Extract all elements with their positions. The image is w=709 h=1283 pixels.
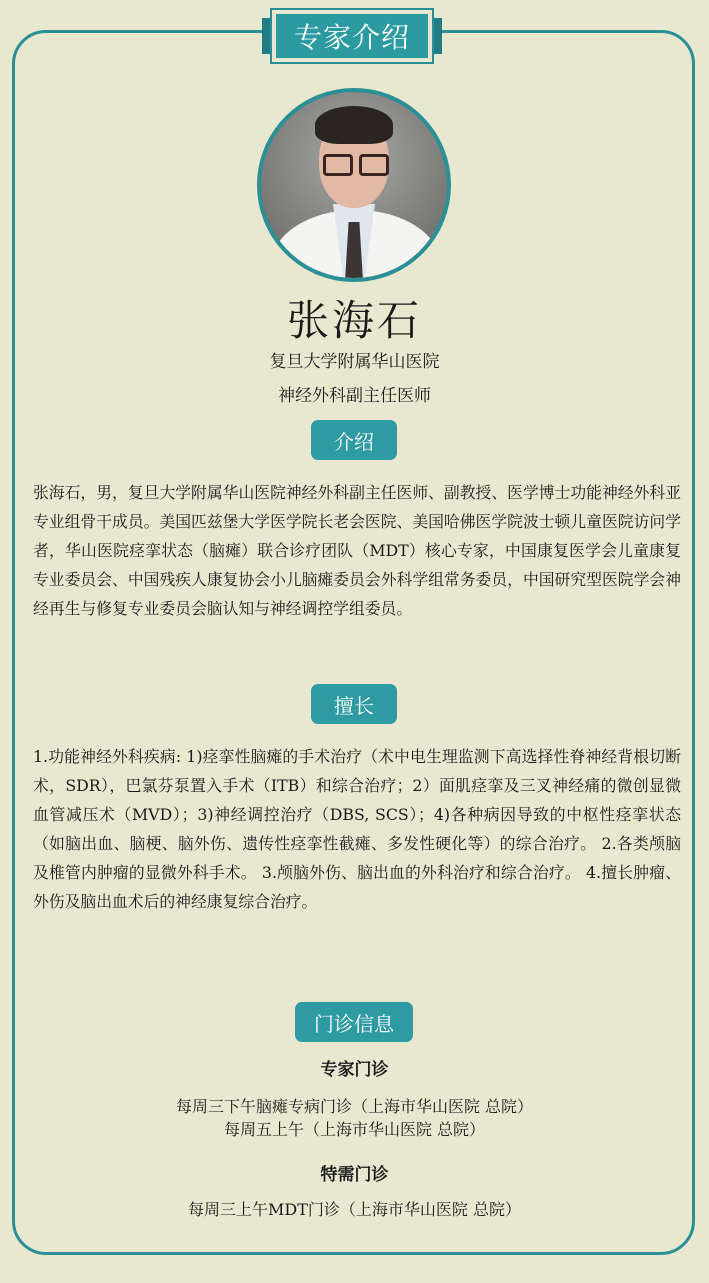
doctor-avatar xyxy=(257,88,451,282)
header-title: 专家介绍 xyxy=(276,14,428,58)
doctor-name: 张海石 xyxy=(286,296,422,345)
intro-text: 张海石，男，复旦大学附属华山医院神经外科副主任医师、副教授、医学博士功能神经外科亚专业组骨干成员。美国匹兹堡大学医学院长老会医院、美国哈佛医学院波士顿儿童医院访问学者，华山医院痉挛状态（脑瘫）联合诊疗团队（MDT）核心专家，中国康复医学会儿童康复专业委员会、中国残疾人康复协会小儿脑瘫委员会外科学组常务委员，中国研究型医院学会神经再生与修复专业委员会脑认知与神经调控学组委员。 xyxy=(33,483,681,618)
expert-clinic-line1: 每周三下午脑瘫专病门诊（上海市华山医院 总院） xyxy=(175,1097,534,1116)
doctor-hospital: 复旦大学附属华山医院 xyxy=(269,352,440,372)
special-clinic-title: 特需门诊 xyxy=(320,1165,389,1185)
intro-label: 介绍 xyxy=(311,420,397,460)
expert-clinic-title: 专家门诊 xyxy=(320,1060,389,1080)
specialty-label: 擅长 xyxy=(311,684,397,724)
special-clinic-line1: 每周三上午MDT门诊（上海市华山医院 总院） xyxy=(188,1200,521,1219)
doctor-position: 神经外科副主任医师 xyxy=(278,386,431,406)
expert-clinic-line2: 每周五上午（上海市华山医院 总院） xyxy=(223,1120,486,1139)
clinic-label: 门诊信息 xyxy=(295,1002,413,1042)
specialty-text: 1.功能神经外科疾病: 1)痉挛性脑瘫的手术治疗（术中电生理监测下高选择性脊神经背根切断术，SDR），巴氯芬泵置入手术（ITB）和综合治疗；2）面肌痉挛及三叉神经痛的微创显微血管减压术（MVD）；3)神经调控治疗（DBS, SCS）；4)各种病因导致的中枢性痉挛状态（如脑出血、脑梗、脑外伤、遗传性痉挛性截瘫、多发性硬化等）的综合治疗。 2.各类颅脑及椎管内肿瘤的显微外科手术。 3.颅脑外伤、脑出血的外科治疗和综合治疗。 4.擅长肿瘤、外伤及脑出血术后的神经康复综合治疗。 xyxy=(33,747,681,911)
